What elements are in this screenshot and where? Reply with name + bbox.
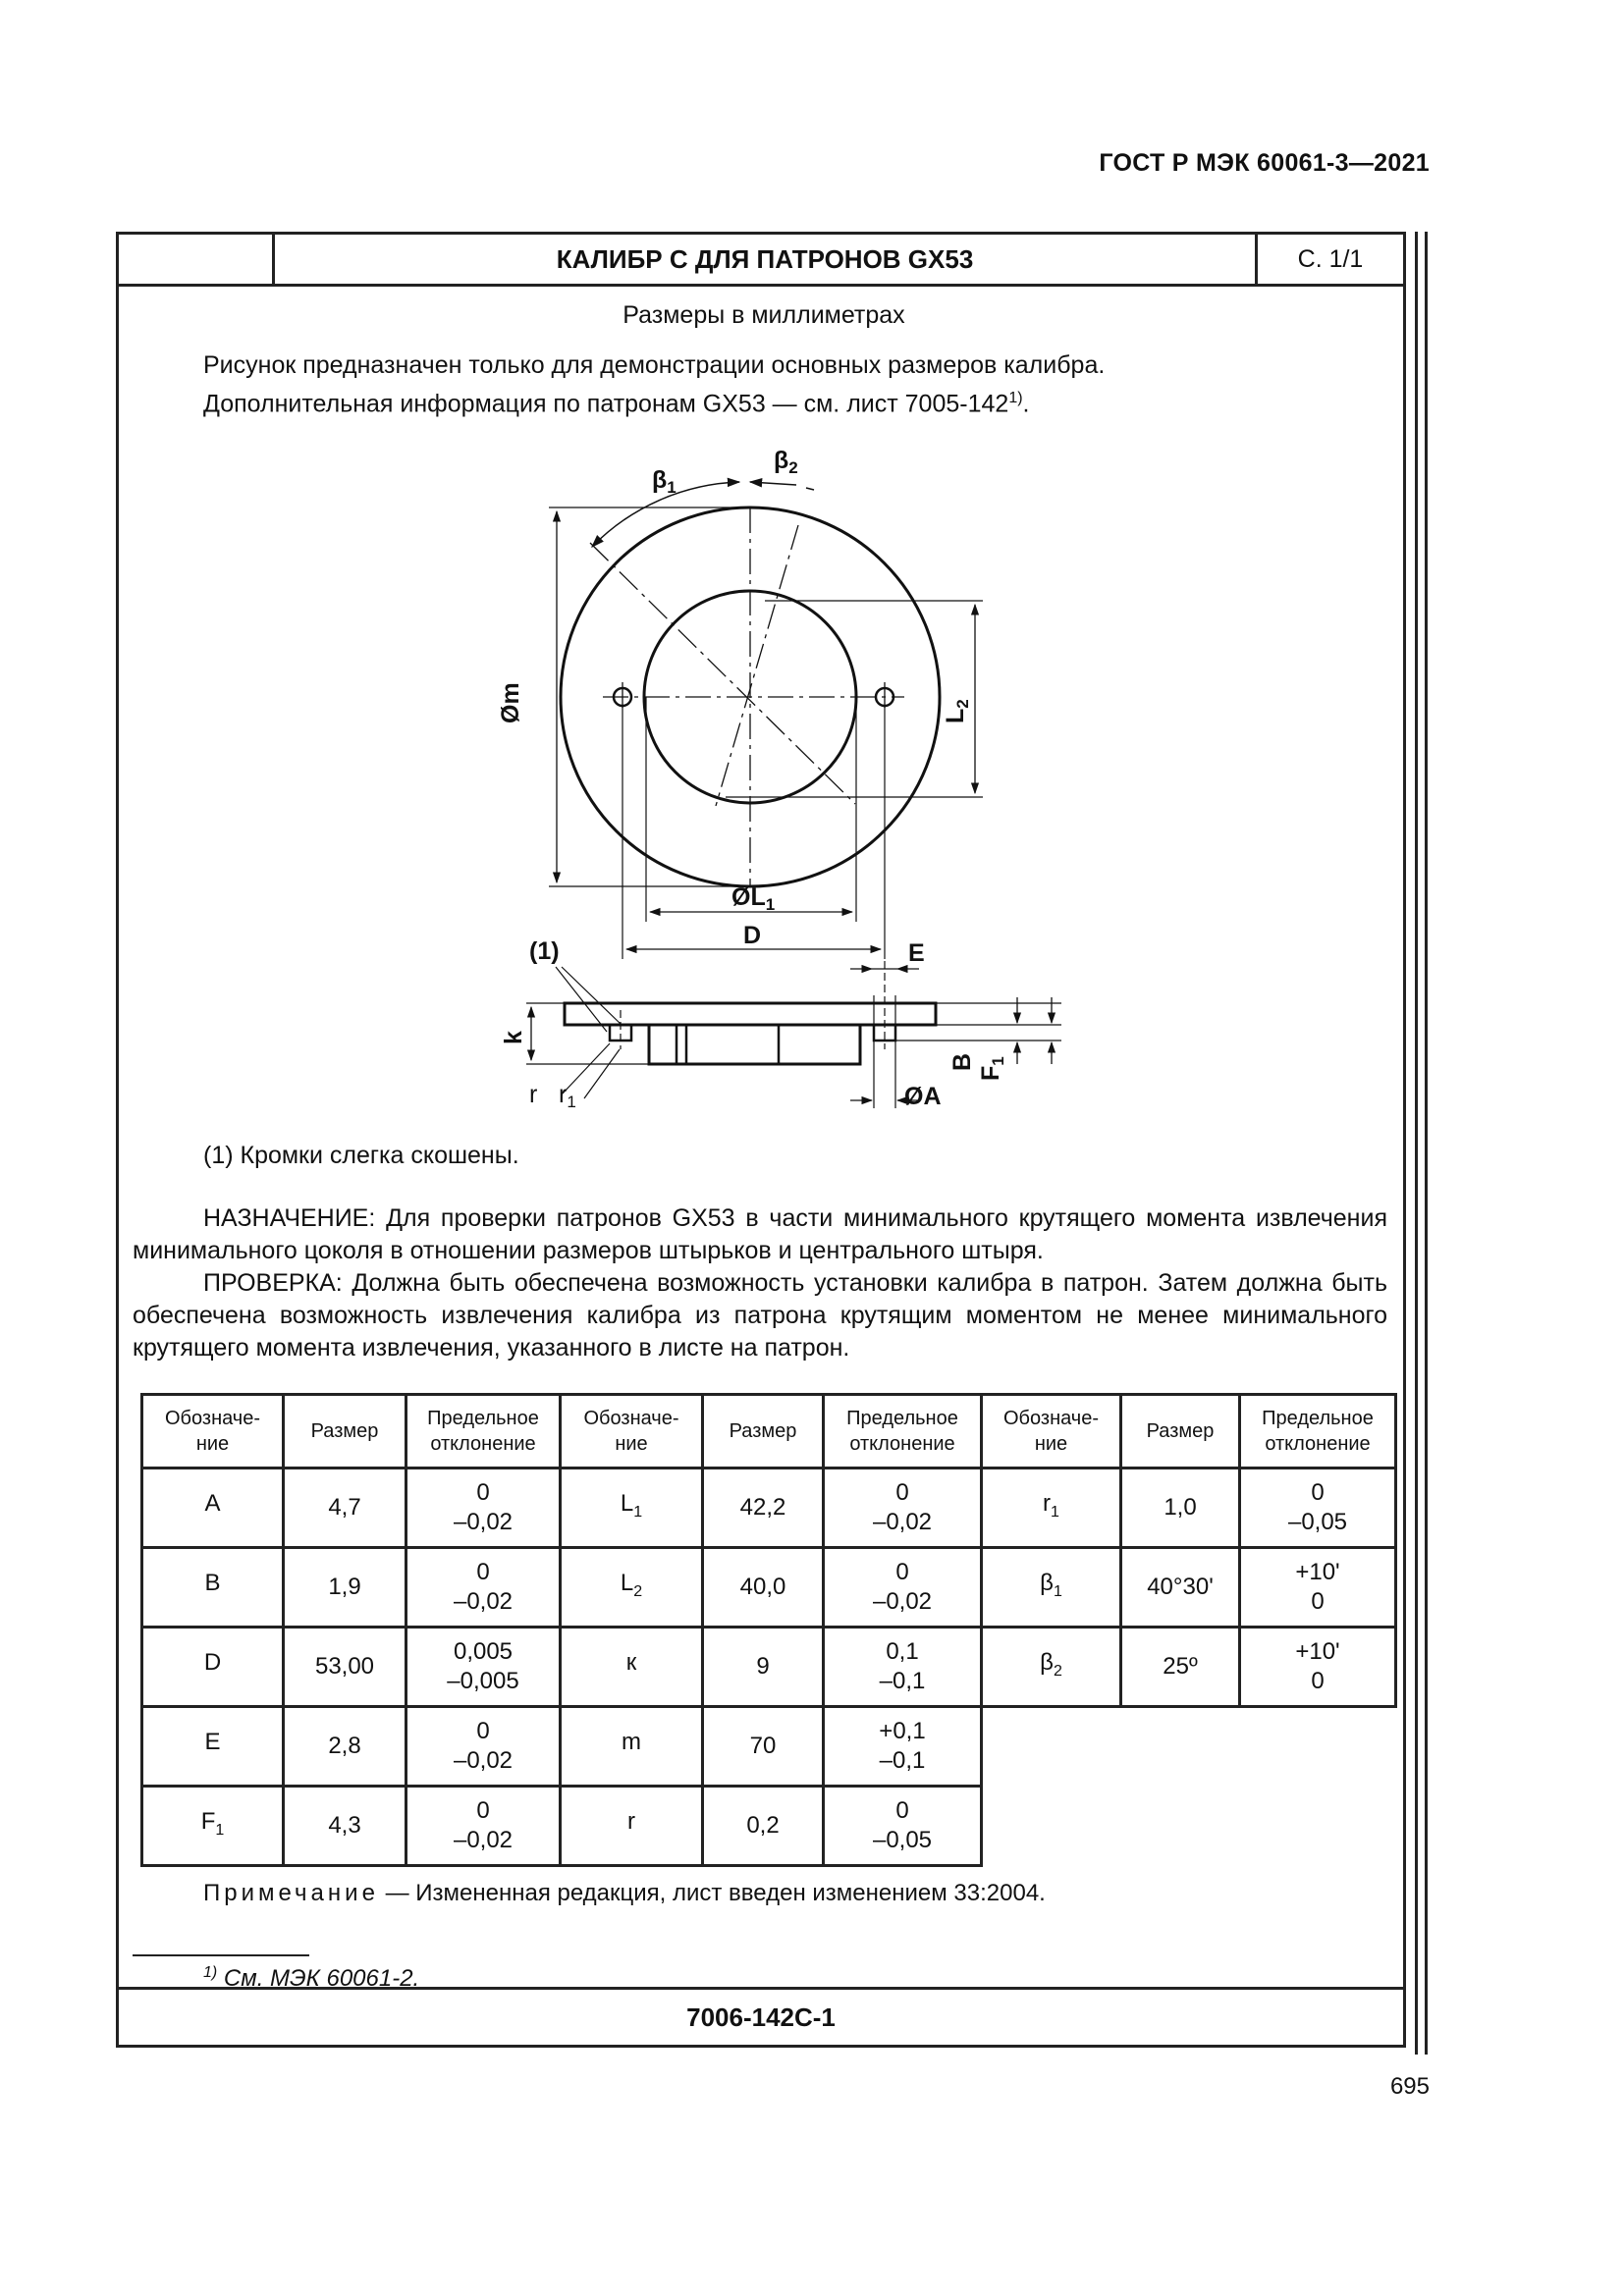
standard-header: ГОСТ Р МЭК 60061-3—2021 — [1099, 149, 1430, 177]
center-lines — [590, 507, 904, 886]
cell-size: 1,9 — [284, 1548, 406, 1628]
check-paragraph: ПРОВЕРКА: Должна быть обеспечена возможность установки калибра в патрон. Затем должна быть обеспечена возможность извлечения калибра из патрона крутящим моментом не менее минимального крутящего момента извлечения, указанного в листе на патрон. — [133, 1269, 1387, 1362]
intro-line-2-text: Дополнительная информация по патронам GX53 — см. лист 7005-142 — [203, 390, 1009, 418]
cell-size: 25º — [1121, 1628, 1240, 1707]
label-edge: (1) — [529, 937, 560, 965]
label-k: k — [500, 1031, 527, 1044]
label-dm: Øm — [497, 682, 524, 723]
empty-cell — [982, 1707, 1396, 1787]
cell-tolerance: 0 –0,02 — [406, 1468, 561, 1548]
table-body — [142, 1468, 1396, 1866]
sheet-title: КАЛИБР С ДЛЯ ПАТРОНОВ GX53 — [275, 235, 1258, 284]
designation-symbol: m — [622, 1728, 641, 1755]
frame-edge-line — [1415, 232, 1418, 2055]
designation-symbol: A — [204, 1489, 221, 1517]
cell-designation — [561, 1628, 703, 1707]
cell-size: 9 — [703, 1628, 824, 1707]
cell-tolerance: 0 –0,02 — [824, 1468, 982, 1548]
designation-symbol: L — [620, 1569, 634, 1596]
header-designation: Обозначе- ние — [982, 1395, 1121, 1468]
designation-symbol: к — [625, 1648, 637, 1676]
designation-symbol: β — [1040, 1648, 1054, 1676]
header-size: Размер — [703, 1395, 824, 1468]
cell-designation — [142, 1548, 284, 1628]
cell-size: 0,2 — [703, 1787, 824, 1866]
cell-tolerance: 0 –0,05 — [824, 1787, 982, 1866]
footnote-text: См. МЭК 60061-2. — [217, 1965, 420, 1992]
footnote-ref: 1) — [1008, 390, 1023, 406]
label-r1: $r_1$ — [559, 1081, 576, 1111]
frame-edge-line — [1425, 232, 1428, 2055]
header-designation: Обозначе- ние — [142, 1395, 284, 1468]
cell-size: 2,8 — [284, 1707, 406, 1787]
cell-tolerance: 0 –0,02 — [406, 1707, 561, 1787]
cell-designation — [982, 1468, 1121, 1548]
designation-subscript: 1 — [1053, 1582, 1062, 1600]
cell-designation — [561, 1787, 703, 1866]
designation-symbol: E — [204, 1728, 221, 1755]
cell-tolerance: 0 –0,02 — [406, 1787, 561, 1866]
dimensions-note: Размеры в миллиметрах — [623, 301, 905, 329]
designation-symbol: r — [1043, 1489, 1052, 1517]
cell-size: 42,2 — [703, 1468, 824, 1548]
cell-tolerance: +0,1 –0,1 — [824, 1707, 982, 1787]
table-header-row — [142, 1395, 1396, 1468]
intro-line-1: Рисунок предназначен только для демонстрации основных размеров калибра. — [203, 351, 1106, 379]
designation-subscript: 1 — [215, 1821, 225, 1839]
cell-designation — [561, 1468, 703, 1548]
cell-tolerance: +10' 0 — [1240, 1548, 1396, 1628]
empty-cell — [982, 1787, 1396, 1866]
cell-size: 70 — [703, 1707, 824, 1787]
sheet-frame — [116, 232, 1406, 2048]
footnote-rule — [133, 1954, 309, 1956]
gauge-drawing — [119, 235, 1409, 1118]
cell-size: 1,0 — [1121, 1468, 1240, 1548]
purpose-text — [133, 1202, 1387, 1364]
designation-symbol: F — [200, 1807, 216, 1835]
cell-tolerance: 0 –0,02 — [406, 1548, 561, 1628]
header-size: Размер — [1121, 1395, 1240, 1468]
table-row — [142, 1548, 1396, 1628]
label-beta2: $\beta_2$ — [774, 447, 798, 477]
designation-symbol: β — [1040, 1569, 1054, 1596]
label-f1: $F_1$ — [977, 1056, 1007, 1081]
sheet-code: 7006-142С-1 — [119, 1987, 1403, 2045]
edge-note: (1) Кромки слегка скошены. — [203, 1142, 519, 1169]
label-r: r — [529, 1081, 538, 1108]
designation-subscript: 2 — [1053, 1662, 1062, 1680]
cell-size: 4,7 — [284, 1468, 406, 1548]
label-beta1: $\beta_1$ — [652, 466, 677, 497]
page-number: 695 — [1389, 2073, 1430, 2100]
table-row — [142, 1787, 1396, 1866]
dimensions-table — [140, 1393, 1397, 1867]
footnote-mark: 1) — [203, 1964, 218, 1981]
cell-tolerance: 0,1 –0,1 — [824, 1628, 982, 1707]
intro-line-2-end: . — [1022, 390, 1030, 418]
note-prefix: Примечание — [203, 1880, 379, 1906]
cell-designation — [561, 1707, 703, 1787]
note-text: — Измененная редакция, лист введен изменением 33:2004. — [378, 1880, 1046, 1906]
label-dl1: $ØL_1$ — [731, 883, 776, 914]
cell-tolerance: 0,005 –0,005 — [406, 1628, 561, 1707]
header-tolerance: Предельное отклонение — [824, 1395, 982, 1468]
cell-size: 40,0 — [703, 1548, 824, 1628]
note — [203, 1880, 1046, 1907]
header-tolerance: Предельное отклонение — [1240, 1395, 1396, 1468]
cell-size: 53,00 — [284, 1628, 406, 1707]
cell-designation — [982, 1628, 1121, 1707]
label-l2: $L_2$ — [942, 699, 972, 723]
cell-tolerance: 0 –0,02 — [824, 1548, 982, 1628]
purpose-paragraph: НАЗНАЧЕНИЕ: Для проверки патронов GX53 в части минимального крутящего момента извлечения минимального цоколя в отношении размеров штырьков и центрального штыря. — [133, 1204, 1387, 1264]
cell-tolerance: 0 –0,05 — [1240, 1468, 1396, 1548]
table-row — [142, 1628, 1396, 1707]
cell-size: 4,3 — [284, 1787, 406, 1866]
cell-designation — [561, 1548, 703, 1628]
label-e: E — [908, 939, 925, 967]
table-row — [142, 1707, 1396, 1787]
table-row — [142, 1468, 1396, 1548]
designation-symbol: r — [627, 1807, 635, 1835]
header-size: Размер — [284, 1395, 406, 1468]
cell-designation — [142, 1628, 284, 1707]
designation-subscript: 2 — [633, 1582, 643, 1600]
cell-designation — [142, 1707, 284, 1787]
cell-designation — [142, 1468, 284, 1548]
cell-designation — [982, 1548, 1121, 1628]
designation-subscript: 1 — [633, 1503, 643, 1521]
designation-subscript: 1 — [1051, 1503, 1059, 1521]
header-designation: Обозначе- ние — [561, 1395, 703, 1468]
label-da: ØA — [904, 1083, 942, 1110]
side-boss — [649, 1025, 860, 1064]
designation-symbol: B — [204, 1569, 221, 1596]
cell-size: 40°30' — [1121, 1548, 1240, 1628]
label-d: D — [743, 922, 762, 949]
header-tolerance: Предельное отклонение — [406, 1395, 561, 1468]
cell-designation — [142, 1787, 284, 1866]
sheet-page-label: С. 1/1 — [1297, 244, 1364, 273]
label-b: B — [948, 1052, 976, 1071]
designation-symbol: D — [203, 1648, 222, 1676]
designation-symbol: L — [620, 1489, 634, 1517]
cell-tolerance: +10' 0 — [1240, 1628, 1396, 1707]
